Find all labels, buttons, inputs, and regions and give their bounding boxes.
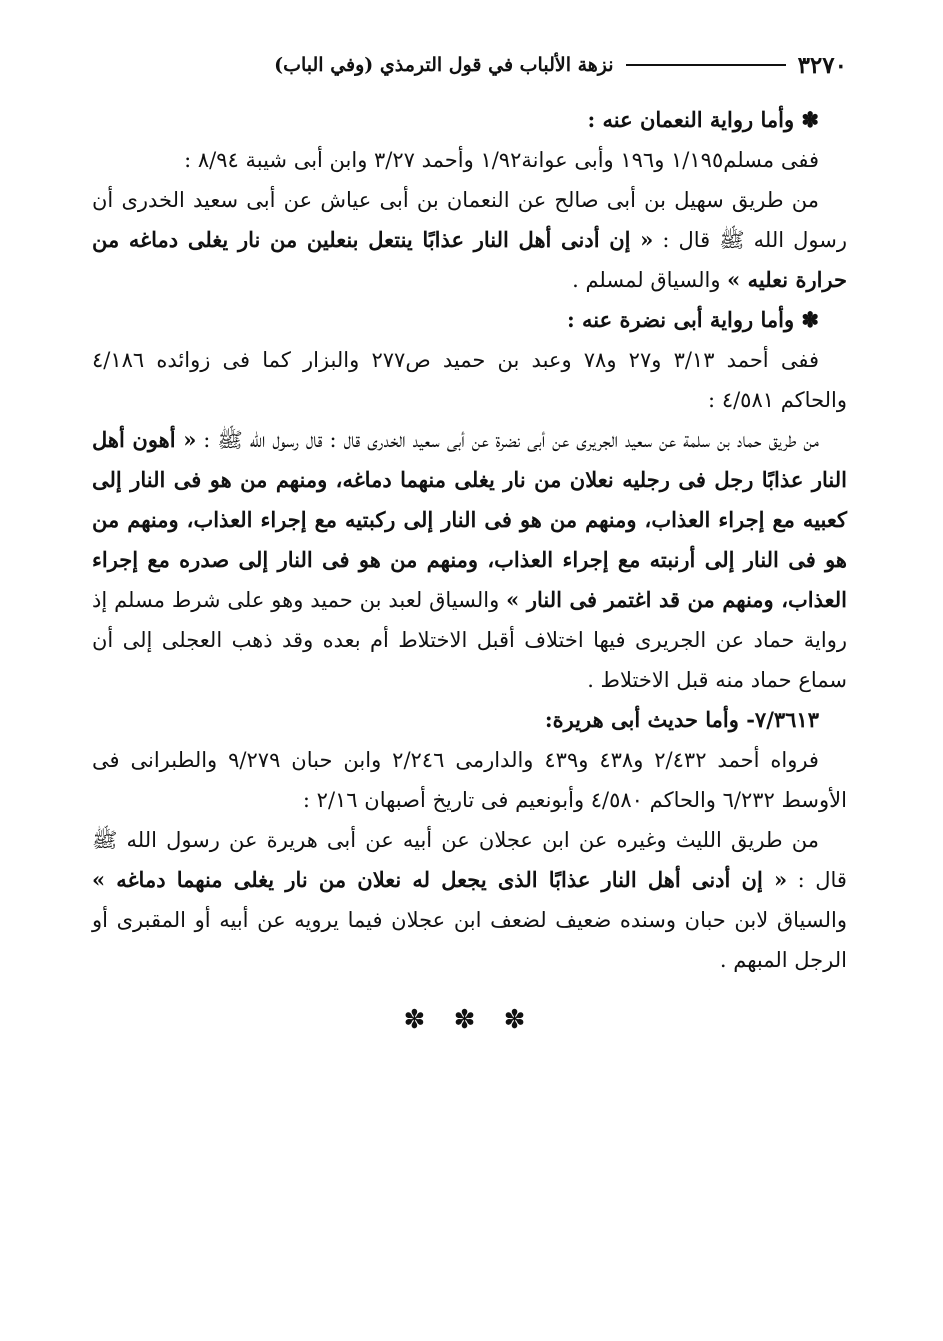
paragraph-sources-abu-hurayra: فرواه أحمد ٢/٤٣٢ و٤٣٨ و٤٣٩ والدارمى ٢/٢٤٦ وابن حبان ٩/٢٧٩ والطبرانى فى الأوسط ٦/٢٣٢ والحاكم ٤/٥٨٠ وأبونعيم فى تاريخ أصبهان ٢/١٦ : xyxy=(92,748,847,812)
hadith-quote: « إن أدنى أهل النار عذابًا الذى يجعل له نعلان من نار يغلى منهما دماغه » xyxy=(92,867,788,892)
hadith-chain: من طريق سهيل بن أبى صالح عن النعمان بن أبى عياش عن أبى سعيد الخدرى أن رسول الله ﷺ قال : xyxy=(92,188,847,252)
page-number: ٣٢٧٠ xyxy=(797,51,847,79)
running-header xyxy=(82,48,847,82)
flower-ornament-icon: ✽ xyxy=(403,1005,436,1035)
hadith-quote: « أهون أهل النار عذابًا رجل فى رجليه نعلان من نار يغلى منهما دماغه، ومنهم من هو فى النار إلى كعبيه مع إجراء العذاب، ومنهم من هو فى النار إلى ركبتيه مع إجراء العذاب، ومنهم من هو فى النار إلى أرنبته مع إجراء العذاب، ومنهم من هو فى النار إلى صدره مع إجراء العذاب، ومنهم من قد اغتمر فى النار » xyxy=(92,427,847,612)
header-rule xyxy=(626,64,786,66)
paragraph-sources-nuuman: ففى مسلم١/١٩٥ و١٩٦ وأبى عوانة١/٩٢ وأحمد ٣/٢٧ وابن أبى شيبة ٨/٩٤ : xyxy=(184,148,819,172)
hadith-note: والسياق لعبد بن حميد وهو على شرط مسلم إذ رواية حماد عن الجريرى فيها اختلاف أقبل الاختلاط أم بعده وقد ذهب العجلى إلى أن سماع حماد منه قبل الاختلاط . xyxy=(92,588,847,692)
section-heading-nuuman: ✽ وأما رواية النعمان عنه : xyxy=(587,107,819,132)
main-text xyxy=(92,100,847,1040)
hadith-note: والسياق لابن حبان وسنده ضعيف لضعف ابن عجلان فيما يرويه عن أبيه أو المقبرى أو الرجل المبهم . xyxy=(92,908,847,972)
paragraph-hadith-nuuman xyxy=(92,180,847,300)
hadith-note: والسياق لمسلم . xyxy=(572,268,721,292)
hadith-chain: من طريق الليث وغيره عن ابن عجلان عن أبيه عن أبى هريرة عن رسول الله ﷺ قال : xyxy=(92,828,847,892)
running-title: نزهة الألباب في قول الترمذي (وفي الباب) xyxy=(274,54,614,76)
flower-ornament-icon: ✽ xyxy=(453,1005,486,1035)
paragraph-hadith-abu-hurayra xyxy=(92,820,847,980)
paragraph-hadith-abu-nadra xyxy=(92,420,847,700)
paragraph-sources-abu-nadra: ففى أحمد ٣/١٣ و٢٧ و٧٨ وعبد بن حميد ص٢٧٧ والبزار كما فى زوائده ٤/١٨٦ والحاكم ٤/٥٨١ : xyxy=(92,348,847,412)
section-heading-abu-hurayra: ٧/٣٦١٣- وأما حديث أبى هريرة: xyxy=(544,707,819,732)
hadith-quote: « إن أدنى أهل النار عذابًا ينتعل بنعلين من نار يغلى دماغه من حرارة نعليه » xyxy=(92,227,847,292)
section-end-ornaments xyxy=(92,1000,847,1040)
flower-ornament-icon: ✽ xyxy=(503,1005,536,1035)
hadith-chain: من طريق حماد بن سلمة عن سعيد الجريرى عن أبى نضرة عن أبى سعيد الخدرى قال : قال رسول الله ﷺ : xyxy=(203,428,819,452)
section-heading-abu-nadra: ✽ وأما رواية أبى نضرة عنه : xyxy=(566,307,819,332)
